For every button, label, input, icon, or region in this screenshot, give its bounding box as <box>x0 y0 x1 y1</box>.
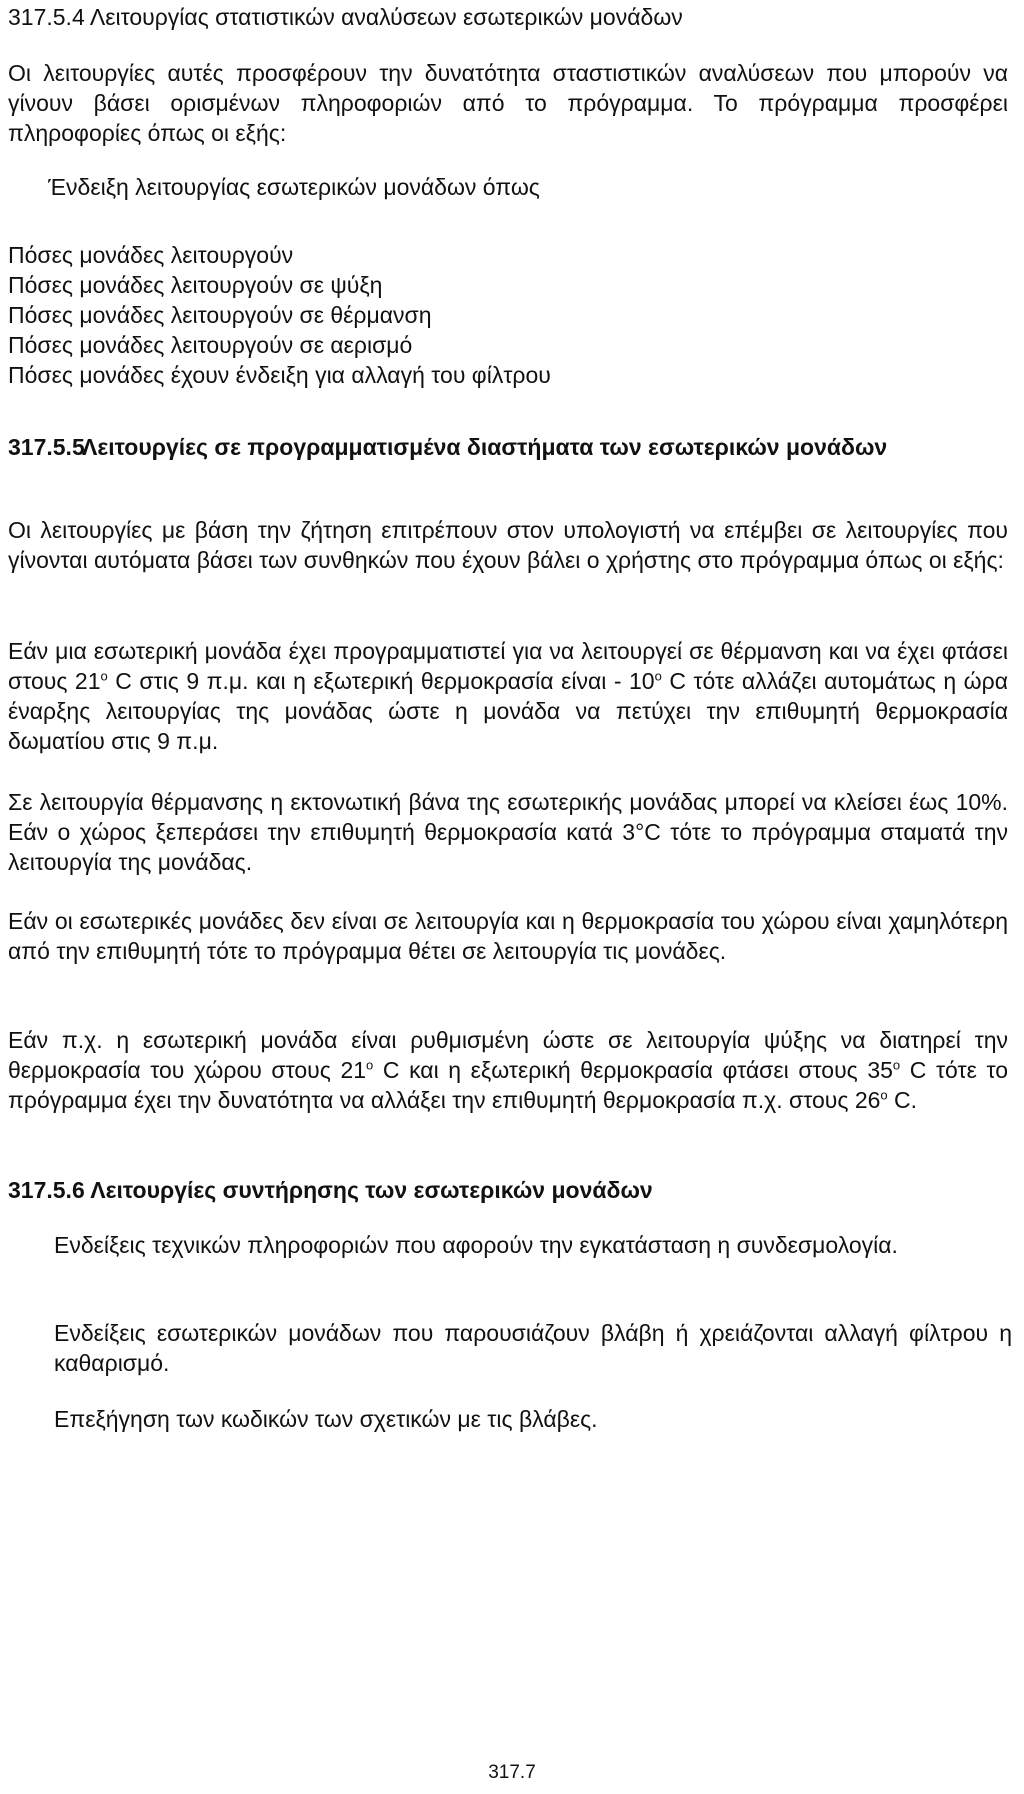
section-title-317-5-5 <box>8 432 1008 462</box>
section-paragraph: Οι λειτουργίες αυτές προσφέρουν την δυνατότητα σταστιστικών αναλύσεων που μπορούν να γίνουν βάσει ορισμένων πληροφοριών από το πρόγραμμα. Το πρόγραμμα προσφέρει πληροφορίες όπως οι εξής: <box>8 60 1008 146</box>
section-paragraph <box>8 636 1008 756</box>
list-item: Πόσες μονάδες λειτουργούν <box>8 242 294 268</box>
text-run: Εάν μια εσωτερική μονάδα έχει προγραμματιστεί για να λειτουργεί σε θέρμανση και να έχει φτάσει στους 21 <box>8 638 1008 694</box>
example-line: Ένδειξη λειτουργίας εσωτερικών μονάδων όπως <box>48 174 540 200</box>
text-run: C στις 9 π.μ. και η εξωτερική θερμοκρασία είναι - 10 <box>107 668 655 694</box>
list-item: Πόσες μονάδες έχουν ένδειξη για αλλαγή του φίλτρου <box>8 362 551 388</box>
list-item: Πόσες μονάδες λειτουργούν σε αερισμό <box>8 332 413 358</box>
section-title-317-5-4: 317.5.4 Λειτουργίας στατιστικών αναλύσεων εσωτερικών μονάδων <box>8 4 683 30</box>
page-number: 317.7 <box>488 1762 536 1783</box>
text-run: Εάν π.χ. η εσωτερική μονάδα είναι ρυθμισμένη ώστε σε λειτουργία ψύξης να διατηρεί την θερμοκρασία του χώρου στους 21 <box>8 1027 1008 1083</box>
degree-mark: o <box>892 1057 901 1073</box>
section-paragraph <box>8 1025 1008 1115</box>
text-run: C. <box>887 1087 918 1113</box>
statistics-list <box>8 240 551 390</box>
section-paragraph: Οι λειτουργίες με βάση την ζήτηση επιτρέπουν στον υπολογιστή να επέμβει σε λειτουργίες που γίνονται αυτόματα βάσει των συνθηκών που έχουν βάλει ο χρήστης στο πρόγραμμα όπως οι εξής: <box>8 517 1008 573</box>
text-run: C και η εξωτερική θερμοκρασία φτάσει στους 35 <box>373 1057 893 1083</box>
list-item: Πόσες μονάδες λειτουργούν σε θέρμανση <box>8 302 432 328</box>
degree-mark: o <box>880 1087 888 1103</box>
section-paragraph: Σε λειτουργία θέρμανσης η εκτονωτική βάνα της εσωτερικής μονάδας μπορεί να κλείσει έως 10%. Εάν ο χώρος ξεπεράσει την επιθυμητή θερμοκρασία κατά 3°C τότε το πρόγραμμα σταματά την λειτουργία της μονάδας. <box>8 789 1008 875</box>
maintenance-item: Ενδείξεις εσωτερικών μονάδων που παρουσιάζουν βλάβη ή χρειάζονται αλλαγή φίλτρου η καθαρισμό. <box>54 1320 1012 1376</box>
list-item: Πόσες μονάδες λειτουργούν σε ψύξη <box>8 272 383 298</box>
section-title-317-5-6: 317.5.6 Λειτουργίες συντήρησης των εσωτερικών μονάδων <box>8 1177 653 1203</box>
maintenance-item: Επεξήγηση των κωδικών των σχετικών με τις βλάβες. <box>54 1406 598 1432</box>
text-run: C τότε το πρόγραμμα έχει την δυνατότητα να αλλάξει την επιθυμητή θερμοκρασία π.χ. στους 26 <box>8 1057 1008 1113</box>
degree-mark: o <box>654 668 662 684</box>
section-number: 317.5.5 <box>8 434 85 460</box>
section-title-text: Λειτουργίες σε προγραμματισμένα διαστήματα των εσωτερικών μονάδων <box>82 434 888 460</box>
text-run: C τότε αλλάζει αυτομάτως η ώρα έναρξης λειτουργίας της μονάδας ώστε η μονάδα να πετύχει την επιθυμητή θερμοκρασία δωματίου στις 9 π.μ. <box>8 668 1008 754</box>
degree-mark: o <box>366 1057 374 1073</box>
maintenance-item: Ενδείξεις τεχνικών πληροφοριών που αφορούν την εγκατάσταση η συνδεσμολογία. <box>54 1232 898 1258</box>
degree-mark: o <box>100 668 108 684</box>
section-paragraph: Εάν οι εσωτερικές μονάδες δεν είναι σε λειτουργία και η θερμοκρασία του χώρου είναι χαμηλότερη από την επιθυμητή τότε το πρόγραμμα θέτει σε λειτουργία τις μονάδες. <box>8 908 1008 964</box>
